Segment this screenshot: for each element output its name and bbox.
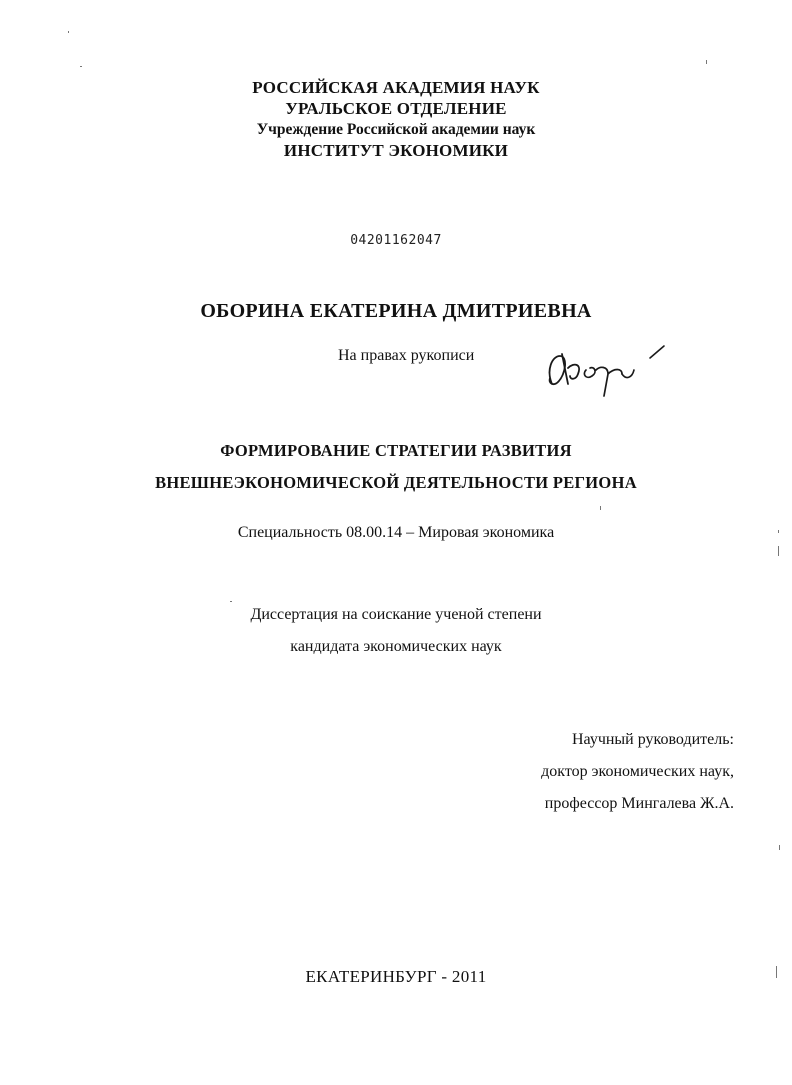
scan-speck	[80, 66, 82, 67]
institution-name: Учреждение Российской академии наук	[256, 121, 536, 138]
academy-name: РОССИЙСКАЯ АКАДЕМИЯ НАУК	[252, 78, 540, 97]
institute-name: ИНСТИТУТ ЭКОНОМИКИ	[283, 141, 509, 160]
specialty: Специальность 08.00.14 – Мировая экономика	[237, 524, 555, 541]
document-code: 04201162047	[350, 233, 442, 248]
scan-speck	[68, 31, 69, 33]
scan-speck	[706, 60, 707, 64]
scan-speck	[778, 530, 779, 533]
branch-name: УРАЛЬСКОЕ ОТДЕЛЕНИЕ	[285, 99, 507, 118]
city-year: ЕКАТЕРИНБУРГ - 2011	[305, 967, 487, 986]
signature	[538, 340, 670, 400]
scan-speck	[779, 845, 780, 850]
scan-speck	[230, 601, 232, 602]
author-name: ОБОРИНА ЕКАТЕРИНА ДМИТРИЕВНА	[200, 300, 592, 322]
scan-speck	[600, 506, 601, 510]
scan-speck	[776, 966, 777, 978]
degree-line-1: Диссертация на соискание ученой степени	[250, 606, 542, 623]
degree-line-2: кандидата экономических наук	[290, 638, 502, 655]
supervisor-degree: доктор экономических наук,	[541, 763, 734, 780]
supervisor-label: Научный руководитель:	[571, 731, 734, 748]
title-line-2: ВНЕШНЕЭКОНОМИЧЕСКОЙ ДЕЯТЕЛЬНОСТИ РЕГИОНА	[155, 473, 637, 492]
supervisor-name: профессор Мингалева Ж.А.	[544, 795, 734, 812]
scan-speck	[778, 546, 779, 556]
title-line-1: ФОРМИРОВАНИЕ СТРАТЕГИИ РАЗВИТИЯ	[220, 441, 572, 460]
manuscript-note: На правах рукописи	[338, 347, 475, 364]
